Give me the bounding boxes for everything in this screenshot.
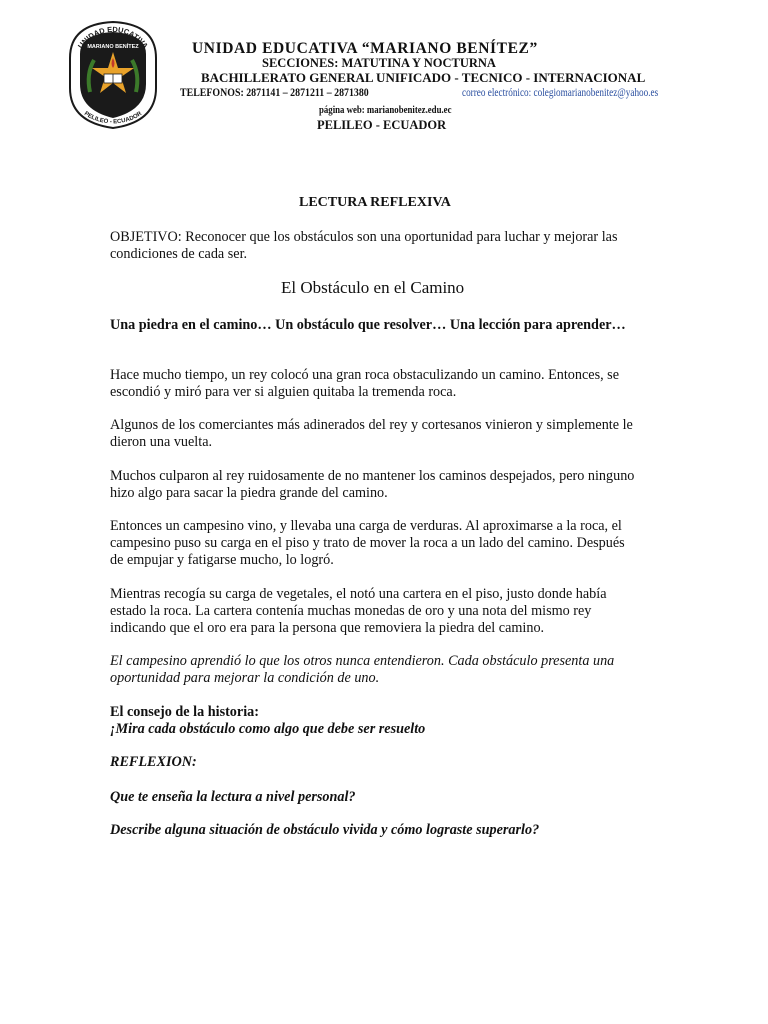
reflection-question-2: Describe alguna situación de obstáculo vivida y cómo lograste superarlo? [110, 822, 540, 838]
school-city: PELILEO - ECUADOR [317, 118, 447, 132]
crest-middle-text: MARIANO BENÍTEZ [87, 44, 139, 50]
crest-bottom-text: PELILEO - ECUADOR [82, 110, 144, 126]
document-heading: LECTURA REFLEXIVA [299, 195, 451, 210]
advice-text: ¡Mira cada obstáculo como algo que debe ser resuelto [110, 721, 426, 737]
story-paragraph: Algunos de los comerciantes más adinerados del rey y cortesanos vinieron y simplemente le dieron una vuelta. [110, 417, 633, 450]
school-phones: TELEFONOS: 2871141 – 2871211 – 2871380 [180, 87, 369, 99]
story-paragraph: Muchos culparon al rey ruidosamente de no mantener los caminos despejados, pero ninguno hizo algo para sacar la piedra grande del camino. [110, 468, 635, 501]
advice-block [110, 704, 640, 738]
story-paragraph: Mientras recogía su carga de vegetales, el notó una cartera en el piso, justo donde había estado la roca. La cartera contenía muchas monedas de oro y una nota del mismo rey indicando que el oro era para la persona que removiera la piedra del camino. [110, 586, 607, 636]
objective-paragraph: OBJETIVO: Reconocer que los obstáculos son una oportunidad para luchar y mejorar las condiciones de cada ser. [110, 229, 618, 262]
school-crest-logo [64, 18, 162, 130]
school-programs: BACHILLERATO GENERAL UNIFICADO - TECNICO - INTERNACIONAL [201, 70, 646, 85]
reflection-heading: REFLEXION: [110, 754, 197, 770]
school-email: correo electrónico: colegiomarianobenitez@yahoo.es [462, 87, 659, 99]
advice-title: El consejo de la historia: [110, 704, 259, 720]
school-name: UNIDAD EDUCATIVA “MARIANO BENÍTEZ” [192, 40, 538, 57]
reflection-question-1: Que te enseña la lectura a nivel personal? [110, 789, 356, 805]
school-sections: SECCIONES: MATUTINA Y NOCTURNA [262, 56, 496, 70]
school-website: página web: marianobenitez.edu.ec [319, 104, 452, 116]
story-lead: Una piedra en el camino… Un obstáculo que resolver… Una lección para aprender… [110, 317, 626, 333]
story-paragraph: Entonces un campesino vino, y llevaba una carga de verduras. Al aproximarse a la roca, el campesino puso su carga en el piso y trato de mover la roca a un lado del camino. Después de empujar y fatigarse mucho, lo logró. [110, 518, 625, 568]
crest-top-text: UNIDAD EDUCATIVA [76, 24, 150, 51]
story-paragraph: Hace mucho tiempo, un rey colocó una gran roca obstaculizando un camino. Entonces, se escondió y miró para ver si alguien quitaba la tremenda roca. [110, 367, 619, 400]
story-moral: El campesino aprendió lo que los otros nunca entendieron. Cada obstáculo presenta una oportunidad para mejorar la condición de uno. [110, 653, 615, 686]
story-title: El Obstáculo en el Camino [281, 278, 465, 297]
